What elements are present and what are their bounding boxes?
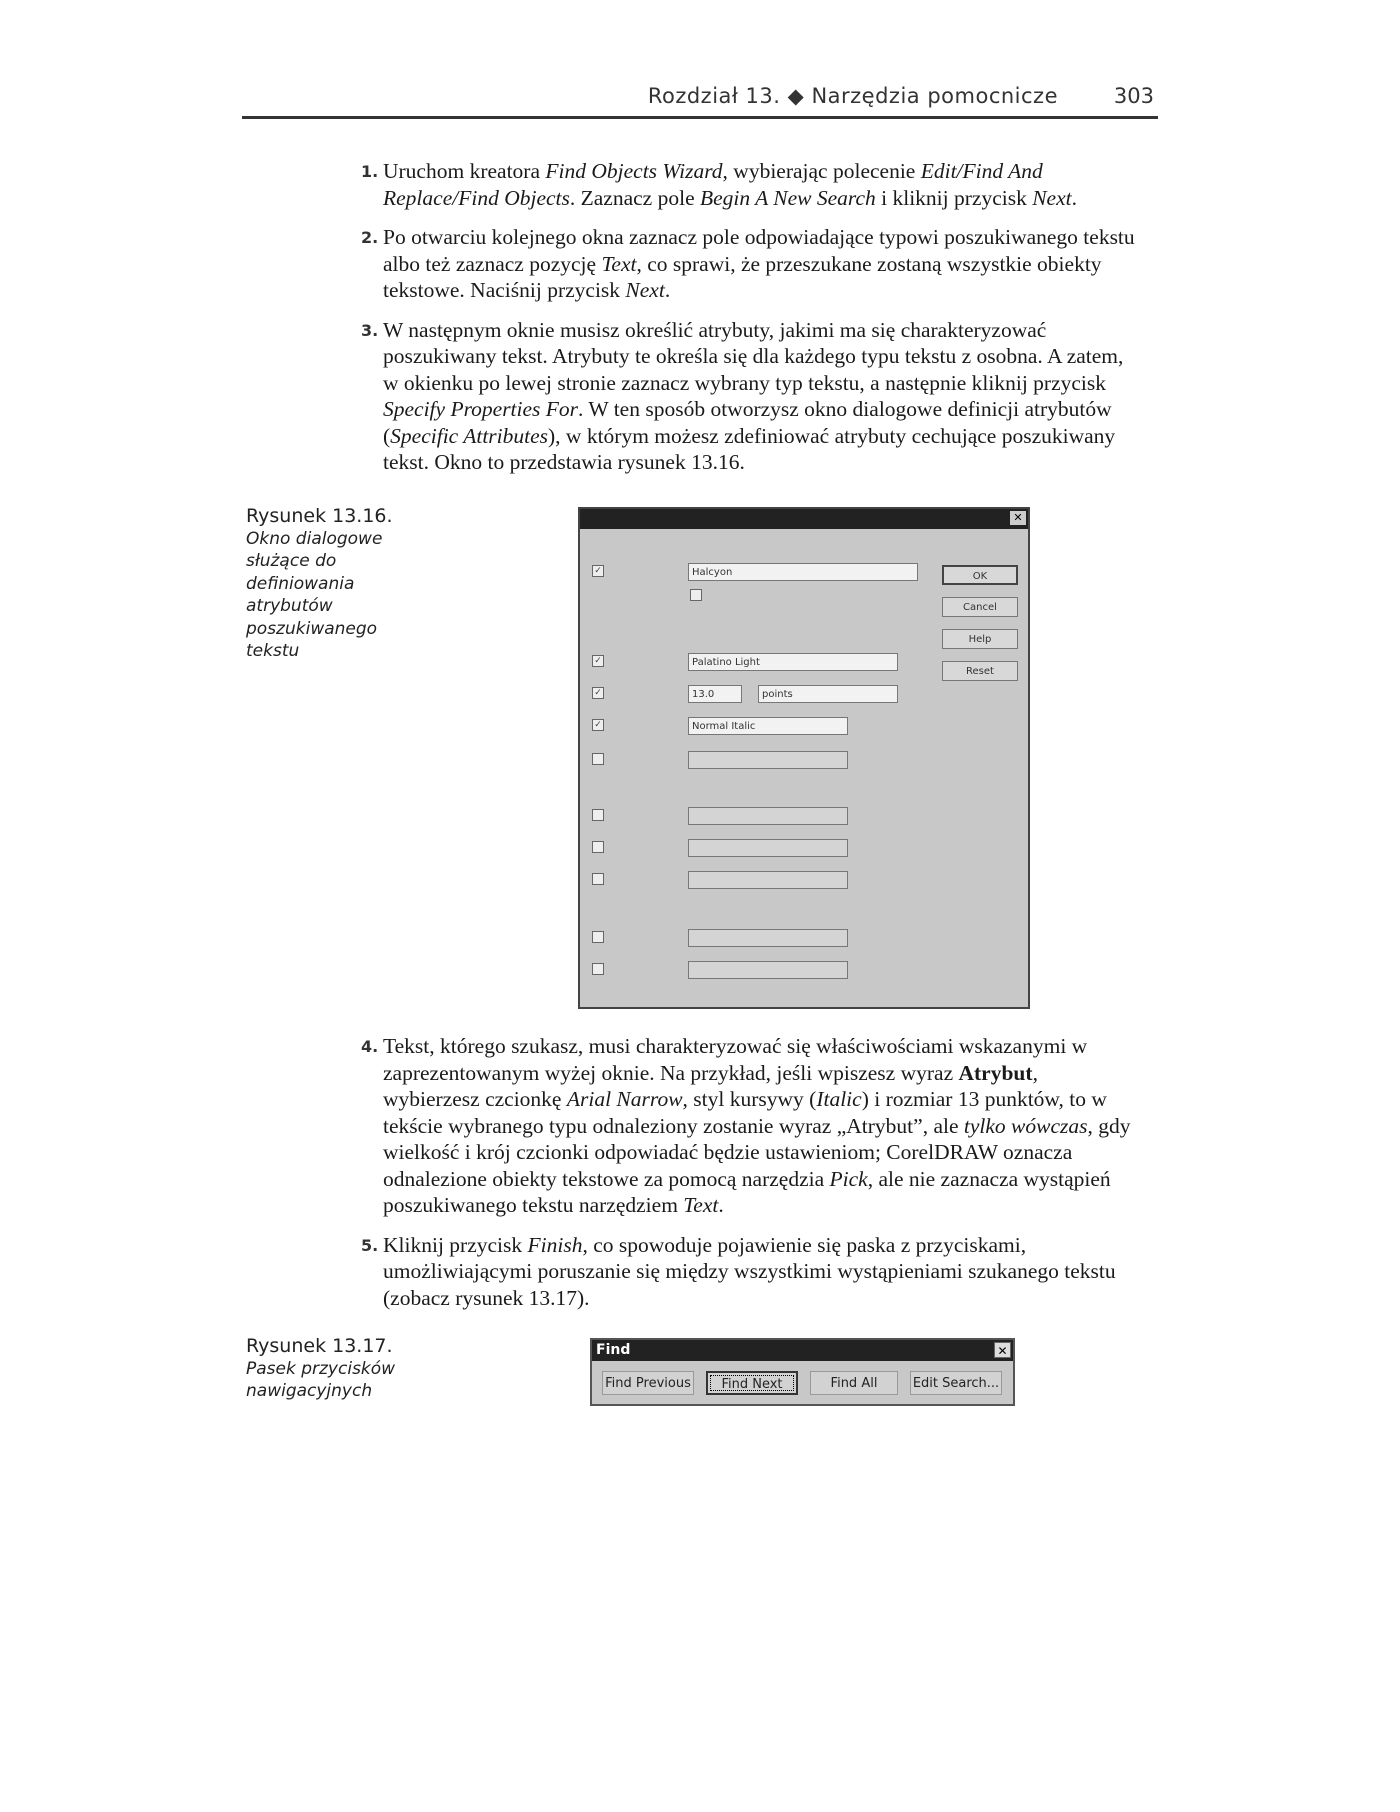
find-previous-button: Find Previous [602,1371,694,1395]
emphasis-text: Pick [829,1166,868,1191]
step-item [355,317,1135,476]
emphasis-text: Finish [527,1232,583,1257]
font-checkbox-row [592,655,608,667]
dialog-titlebar [580,509,1028,529]
find-toolbar-titlebar [592,1340,1013,1361]
step-text: . W ten sposób otworzysz okno dialogowe definicji atrybutów ( [383,397,1112,448]
step-item [355,158,1135,211]
emphasis-text: tylko wówczas [963,1113,1088,1138]
emphasis-text: Find Objects Wizard [545,159,723,183]
size-checkbox-row [592,687,608,699]
text-field: Halcyon [688,563,918,581]
step-item [355,1232,1135,1312]
step-text: Uruchom kreatora [383,159,546,183]
page-number: 303 [1113,84,1154,108]
ok-button: OK [942,565,1018,585]
step-text: . Zaznacz pole [569,185,700,210]
step-text: Tekst, którego szukasz, musi charakteryzować się właściwościami wskazanymi w zaprezentowanym wyżej oknie. Na przykład, jeśli wpiszesz wyraz [383,1034,1088,1085]
step-text: W następnym oknie musisz określić atrybuty, jakimi ma się charakteryzować poszukiwany tekst. Atrybuty te określa się dla każdego typu tekstu z osobna. A zatem, w okienku po lewej stronie zaznacz wybrany typ tekstu, a następnie kliknij przycisk [383,317,1124,395]
figure-caption-text: Okno dialogowe służące do definiowania atrybutów poszukiwanego tekstu [246,528,383,661]
emphasis-text: Arial Narrow [566,1087,683,1111]
emphasis-text: Specify Properties For [383,397,579,421]
step-text: ), w którym możesz zdefiniować atrybuty cechujące poszukiwany tekst. Okno to przedstawia rysunek 13.16. [383,423,1116,474]
bold-text: Atrybut [958,1060,1033,1085]
step-text: , wybierając polecenie [722,159,921,183]
step-text: i kliknij przycisk [875,185,1033,210]
step-number: 2. [361,228,379,247]
step-number: 1. [361,162,379,181]
step-text: . [1071,185,1077,210]
check-icon: ✓ [592,687,604,699]
emphasis-text: Edit/Find And Replace/Find Objects [383,159,1043,210]
find-toolbar-image [590,1338,1015,1406]
find-toolbar-title: Find [596,1342,631,1358]
emphasis-text: Next [1032,185,1072,210]
weight-field: Normal Italic [688,717,848,735]
help-button: Help [942,629,1018,649]
alignment-field [688,751,848,769]
step-item [355,1033,1135,1219]
step-text: , ale nie zaznacza wystąpień poszukiwanego tekstu narzędziem [383,1166,1111,1217]
figure-title: Rysunek 13.16. [246,505,393,527]
check-icon: ✓ [592,719,604,731]
placement-row [592,931,608,943]
step-number: 4. [361,1037,379,1056]
overline-field [688,839,848,857]
text-effect-row [592,963,608,975]
step-text: , co spowoduje pojawienie się paska z przyciskami, umożliwiającymi poruszanie się między wszystkimi wystąpieniami szukanego tekstu (zobacz rysunek 13.17). [383,1232,1116,1310]
step-text: , wybierzesz czcionkę [383,1060,1038,1111]
emphasis-text: Next [625,278,665,302]
size-unit-field: points [758,685,898,703]
step-text: , gdy wielkość i krój czcionki odpowiadać będzie ustawieniom; CorelDRAW oznacza odnalezione obiekty tekstowe za pomocą narzędzia [383,1113,1131,1191]
size-field: 13.0 [688,685,742,703]
step-text: . [718,1193,724,1217]
specific-attributes-dialog-image [578,507,1030,1009]
step-text: . [664,278,671,302]
step-number: 5. [361,1235,379,1255]
figure-title: Rysunek 13.17. [246,1335,393,1357]
close-icon: ✕ [1010,511,1026,525]
alignment-row [592,753,608,765]
step-text: , co sprawi, że przeszukane zostaną wszystkie obiekty tekstowe. Naciśnij przycisk [383,251,1102,302]
check-icon: ✓ [592,655,604,667]
emphasis-text: Text [683,1193,719,1217]
reset-button: Reset [942,661,1018,681]
strikeout-row [592,873,608,885]
running-header [242,80,1158,119]
step-text: ) i rozmiar 13 punktów, to w tekście wybranego typu odnaleziony zostanie wyraz „Atrybut”, ale [383,1087,1107,1138]
step-text: , styl kursywy ( [682,1087,817,1111]
cancel-button: Cancel [942,597,1018,617]
find-all-button: Find All [810,1371,898,1395]
check-icon: ✓ [592,565,604,577]
overline-row [592,841,608,853]
chapter-title: Rozdział 13. ◆ Narzędzia pomocnicze [647,84,1058,108]
steps-list-bottom [355,1033,1135,1324]
emphasis-text: Text [601,251,637,276]
dialog-prompt [580,529,1028,541]
step-item [355,224,1135,304]
find-next-button: Find Next [706,1371,798,1395]
underline-field [688,807,848,825]
text-checkbox-row [592,565,608,577]
steps-list-top [355,158,1135,489]
emphasis-text: Italic [816,1087,862,1111]
figure-caption-text: Pasek przycisków nawigacyjnych [246,1358,396,1401]
step-text: Po otwarciu kolejnego okna zaznacz pole odpowiadające typowi poszukiwanego tekstu albo też zaznacz pozycję [383,225,1135,276]
close-icon: ✕ [994,1342,1011,1358]
placement-field [688,929,848,947]
text-effect-field [688,961,848,979]
figure-caption-13-16 [246,505,416,663]
edit-search-button: Edit Search... [910,1371,1002,1395]
strikeout-field [688,871,848,889]
weight-checkbox-row [592,719,608,731]
match-case-row [690,589,706,601]
font-field: Palatino Light [688,653,898,671]
emphasis-text: Begin A New Search [700,185,876,210]
underline-row [592,809,608,821]
figure-caption-13-17 [246,1335,426,1403]
step-number: 3. [361,320,379,340]
emphasis-text: Specific Attributes [390,423,549,448]
step-text: Kliknij przycisk [383,1232,528,1257]
